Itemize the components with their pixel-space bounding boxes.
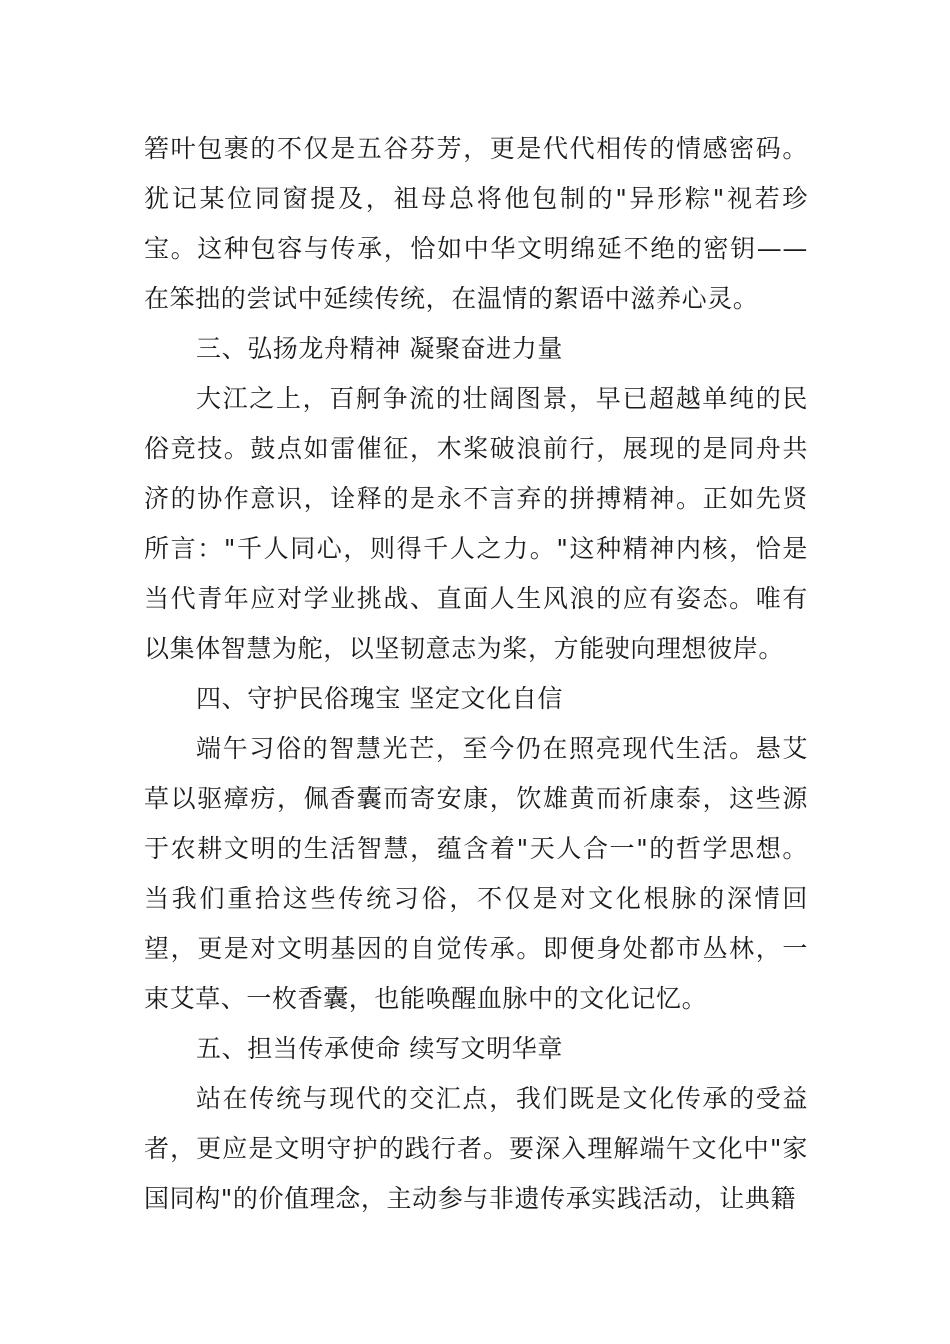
paragraph-folk-customs: 端午习俗的智慧光芒，至今仍在照亮现代生活。悬艾草以驱瘴疠，佩香囊而寄安康，饮雄黄而祈康泰，这些源于农耕文明的生活智慧，蕴含着"天人合一"的哲学思想。当我们重拾这些传统习俗，不仅是对文化根脉的深情回望，更是对文明基因的自觉传承。即便身处都市丛林，一束艾草、一枚香囊，也能唤醒血脉中的文化记忆。 bbox=[144, 734, 808, 1013]
section-heading-folk-customs: 四、守护民俗瑰宝 坚定文化自信 bbox=[196, 684, 563, 713]
section-heading-dragon-boat: 三、弘扬龙舟精神 凝聚奋进力量 bbox=[196, 334, 563, 363]
paragraph-inheritance: 站在传统与现代的交汇点，我们既是文化传承的受益者，更应是文明守护的践行者。要深入理解端午文化中"家国同构"的价值理念，主动参与非遗传承实践活动，让典籍 bbox=[144, 1084, 808, 1213]
paragraph-zongzi-continuation: 箬叶包裹的不仅是五谷芬芳，更是代代相传的情感密码。犹记某位同窗提及，祖母总将他包制的"异形粽"视若珍宝。这种包容与传承，恰如中华文明绵延不绝的密钥——在笨拙的尝试中延续传统，在温情的絮语中滋养心灵。 bbox=[144, 134, 808, 313]
document-body bbox=[144, 124, 808, 1224]
paragraph-dragon-boat: 大江之上，百舸争流的壮阔图景，早已超越单纯的民俗竞技。鼓点如雷催征，木桨破浪前行，展现的是同舟共济的协作意识，诠释的是永不言弃的拼搏精神。正如先贤所言："千人同心，则得千人之力。"这种精神内核，恰是当代青年应对学业挑战、直面人生风浪的应有姿态。唯有以集体智慧为舵，以坚韧意志为桨，方能驶向理想彼岸。 bbox=[144, 384, 808, 663]
section-heading-inheritance: 五、担当传承使命 续写文明华章 bbox=[196, 1034, 563, 1063]
